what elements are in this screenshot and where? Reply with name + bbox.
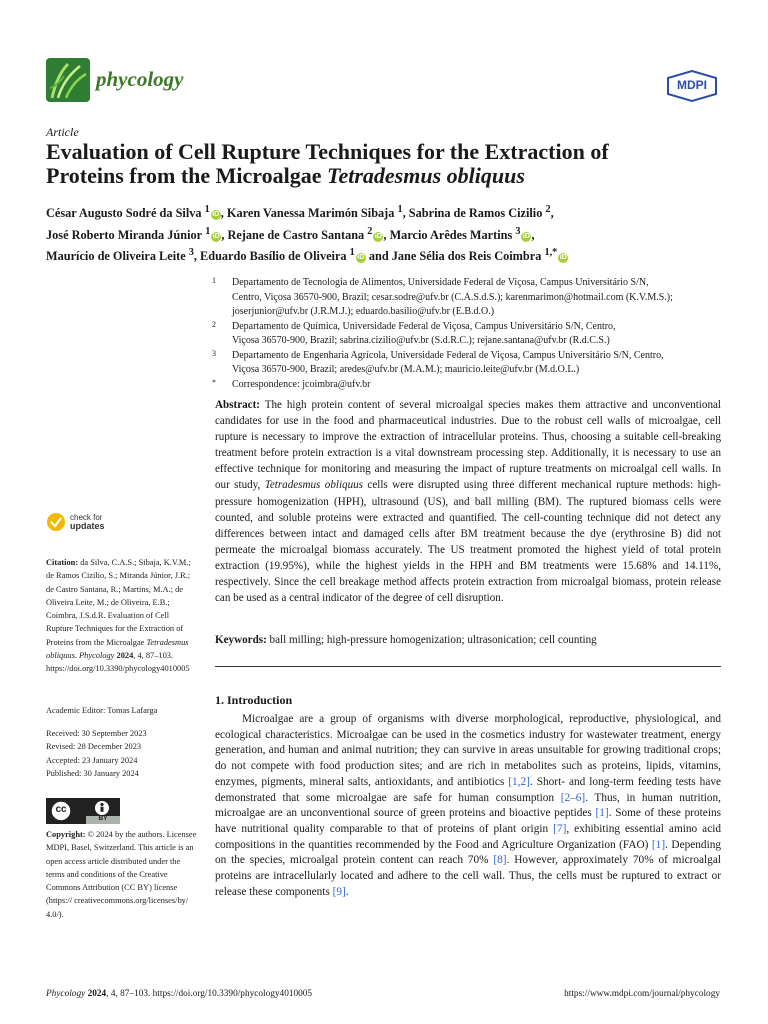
affiliation-item: 1 Departamento de Tecnologia de Alimentos, Universidade Federal de Viçosa, Campus Universitário S/N, Centro, Viçosa 36570-900, Brazil; cesar.sodre@ufv.br (C.A.S.d.S.); karenmarimon@hotmail.com (K.V.M.S.); joserjunior@ufv.br (J.R.M.J.); eduardo.basilio@ufv.br (E.B.d.O.) bbox=[212, 276, 673, 317]
orcid-icon[interactable]: iD bbox=[374, 232, 382, 240]
cc-by-license-icon[interactable] bbox=[46, 798, 120, 824]
abstract-label: Abstract: bbox=[215, 399, 260, 411]
check-updates-icon bbox=[46, 512, 66, 532]
section-divider bbox=[215, 666, 721, 667]
citation-link[interactable]: [9] bbox=[332, 885, 346, 898]
journal-logo-icon bbox=[46, 58, 90, 102]
author-name: Maurício de Oliveira Leite bbox=[46, 249, 186, 264]
mdpi-logo-text: MDPI bbox=[677, 78, 707, 92]
keywords: Keywords: ball milling; high-pressure homogenization; ultrasonication; cell counting bbox=[215, 634, 597, 646]
orcid-icon[interactable]: iD bbox=[522, 232, 530, 240]
correspondence: * Correspondence: jcoimbra@ufv.br bbox=[212, 377, 371, 390]
citation-link[interactable]: [2–6] bbox=[560, 791, 586, 804]
author-line-3: Maurício de Oliveira Leite $^3$, Eduardo Basílio de Oliveira $^1$ iD and Jane Sélia dos Reis Coimbra $^{1,*}$ iD bbox=[46, 247, 567, 264]
title-species: Tetradesmus obliquus bbox=[327, 163, 525, 188]
affiliations bbox=[212, 276, 724, 392]
citation-link[interactable]: [1] bbox=[651, 838, 666, 851]
affiliation-item: 3 Departamento de Engenharia Agrícola, Universidade Federal de Viçosa, Campus Universitário S/N, Centro, Viçosa 36570-900, Brazil; aredes@ufv.br (M.A.M.); mauricio.leite@ufv.br (M.d.O.L.) bbox=[212, 348, 664, 375]
author-name: , Rejane de Castro Santana bbox=[221, 227, 365, 242]
citation-link[interactable]: [1,2] bbox=[508, 775, 530, 788]
by-text: BY bbox=[98, 815, 108, 822]
journal-name: phycology bbox=[96, 67, 184, 91]
author-list bbox=[46, 201, 726, 266]
mdpi-logo bbox=[666, 70, 718, 102]
author-name: César Augusto Sodré da Silva bbox=[46, 206, 202, 221]
academic-editor: Academic Editor: Tomas Lafarga bbox=[46, 706, 158, 715]
title-line-2: Proteins from the Microalgae bbox=[46, 163, 328, 188]
article-type: Article bbox=[46, 125, 79, 139]
section-heading-introduction: 1. Introduction bbox=[215, 693, 293, 707]
article-title bbox=[46, 140, 736, 188]
citation-label: Citation: bbox=[46, 558, 79, 567]
author-line-2: José Roberto Miranda Júnior $^1$ iD , Rejane de Castro Santana $^2$ iD , Marcio Arêdes Martins $^3$ iD , bbox=[46, 225, 535, 242]
copyright-block: Copyright: © 2024 by the authors. Licensee MDPI, Basel, Switzerland. This article is an open access article distributed under the terms and conditions of the Creative Commons Attribution (CC BY) license (https:// creativecommons.org/licenses/by/ 4.0/). bbox=[46, 830, 197, 919]
cc-text: cc bbox=[55, 804, 67, 815]
orcid-icon[interactable]: iD bbox=[559, 254, 567, 262]
author-name: , Eduardo Basílio de Oliveira bbox=[193, 249, 347, 264]
orcid-icon[interactable]: iD bbox=[212, 211, 220, 219]
orcid-icon[interactable]: iD bbox=[357, 254, 365, 262]
author-name: José Roberto Miranda Júnior bbox=[46, 227, 203, 242]
keywords-label: Keywords: bbox=[215, 634, 267, 646]
author-name: , Karen Vanessa Marimón Sibaja bbox=[220, 206, 395, 221]
citation-block: Citation: da Silva, C.A.S.; Sibaja, K.V.M.; de Ramos Cizilio, S.; Miranda Júnior, J.R.; de Castro Santana, R.; Martins, M.A.; de Oliveira Leite, M.; de Oliveira, E.B.; Coimbra, J.S.d.R. Evaluation of Cell Rupture Techniques for the Extraction of Proteins from the Microalgae Tetradesmus obliquus. Phycology 2024, 4, 87–103. https://doi.org/10.3390/phycology4010005 bbox=[46, 558, 191, 674]
check-for-updates-button[interactable]: check for updates bbox=[46, 511, 118, 533]
copyright-label: Copyright: bbox=[46, 830, 86, 839]
abstract: Abstract: The high protein content of several microalgal species makes them attractive and unconventional candidates for use in the food and pharmaceutical industries. Due to the robust cell walls of microalgae, cell rupture is necessary to improve the extraction of intracellular proteins. Thus, choosing a suitable cell-breaking treatment before protein extraction is a vital downstream processing step. Additionally, it is necessary to use an effective technique for monitoring and measuring the impact of rupture treatments on microalgal cell walls. In our study, Tetradesmus obliquus cells were disrupted using three different mechanical rupture methods: high-pressure homogenization (HPH), ultrasound (US), and ball milling (BM). The ruptured biomass cells were counted, and soluble proteins were extracted and quantified. The cell-counting technique did not detect any differences between intact and damaged cells after BM treatment because the dye (erythrosine B) did not permeate the microalgal biomass accurately. The US treatment promoted the highest yield of total protein extraction (19.95%), while the highest yields in the HPH and BM treatments were 15.68% and 14.11%, respectively. Since the cell breakage method affects protein extraction from microalgal biomass, protein release can be used as a central indicator of the degree of cell disruption. bbox=[215, 399, 721, 605]
orcid-icon[interactable]: iD bbox=[212, 232, 220, 240]
footer-citation: Phycology 2024, 4, 87–103. https://doi.org/10.3390/phycology4010005 bbox=[46, 989, 313, 999]
citation-link[interactable]: [8] bbox=[493, 854, 507, 867]
citation-link[interactable]: [1] bbox=[595, 807, 609, 820]
footer-journal-url[interactable]: https://www.mdpi.com/journal/phycology bbox=[564, 989, 720, 999]
author-name: and Jane Sélia dos Reis Coimbra bbox=[365, 249, 542, 264]
affiliation-item: 2 Departamento de Química, Universidade Federal de Viçosa, Campus Universitário S/N, Centro, Viçosa 36570-900, Brazil; sabrina.cizilio@ufv.br (S.d.R.C.); rejane.santana@ufv.br (R.d.C.S.) bbox=[212, 319, 616, 346]
citation-link[interactable]: [7] bbox=[553, 822, 567, 835]
dates-block: Received: 30 September 2023 Revised: 28 December 2023 Accepted: 23 January 2024 Published: 30 January 2024 bbox=[46, 729, 147, 778]
author-line-1: César Augusto Sodré da Silva $^1$ iD , Karen Vanessa Marimón Sibaja $^1$, Sabrina de Ramos Cizilio $^2$, bbox=[46, 204, 554, 221]
author-name: , Marcio Arêdes Martins bbox=[383, 227, 513, 242]
title-line-1: Evaluation of Cell Rupture Techniques for the Extraction of bbox=[46, 139, 609, 164]
introduction-paragraph: Microalgae are a group of organisms with diverse morphological, reproductive, physiological, and ecological characteristics. Microalgae can be used in the cosmetics industry for wastewater treatment, energy generation, and human and animal nutrition; they can survive in areas unsuitable for growing traditional crops; do not compete with food production sites; and are rich in metabolites such as proteins, lipids, vitamins, enzymes, pigments, mineral salts, antioxidants, and antibiotics [1,2]. Short- and long-term feeding tests have demonstrated that some microalgae are safe for human consumption [2–6]. Thus, in human nutrition, microalgae are an unconventional source of green proteins and bioactive peptides [1]. Some of these proteins have nutritional quality comparable to that of proteins of plant origin [7], exhibiting essential amino acid compositions in the quantities recommended by the Food and Agriculture Organization (FAO) [1]. Depending on the species, microalgal protein content can reach 70% [8]. However, approximately 70% of microalgal proteins are intracellularly located and adhere to the cell wall. Thus, the cells must be ruptured to extract or release these components [9]. bbox=[215, 713, 722, 898]
author-name: , Sabrina de Ramos Cizilio bbox=[402, 206, 543, 221]
